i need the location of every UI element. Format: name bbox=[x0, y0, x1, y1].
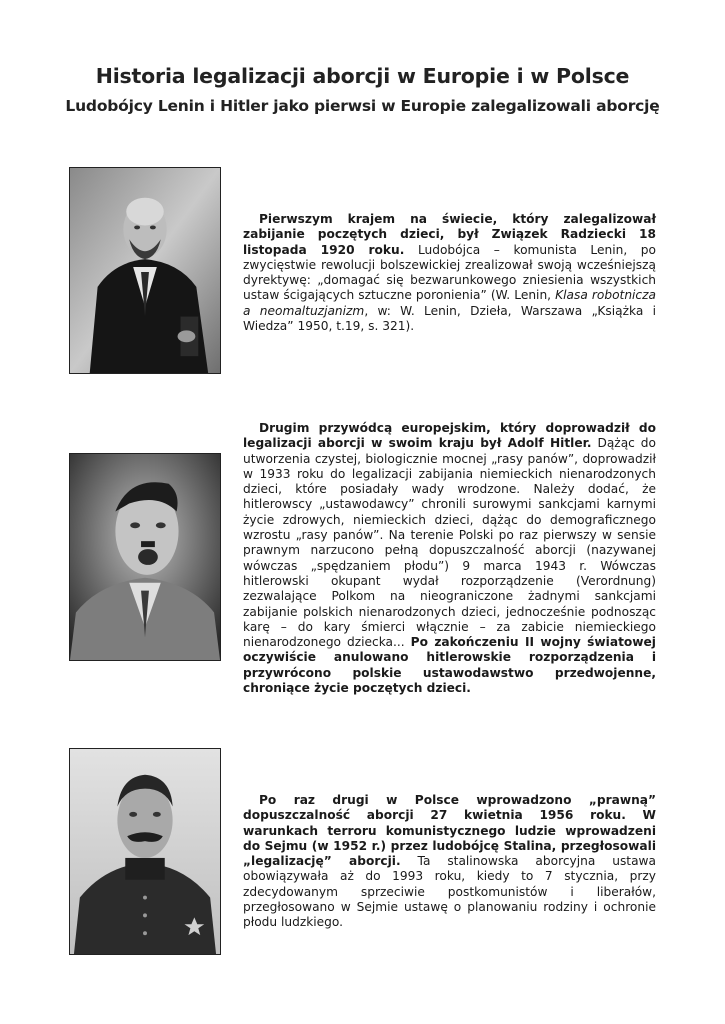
section-1-text bbox=[243, 212, 656, 334]
section-2-body: Dążąc do utworzenia czystej, biologicznie mocnej „rasy panów”, doprowadził w 1933 roku do legalizacji zabijania niemieckich nienarodzonych dzieci, które posiadały wady wrodzone. Należy dodać, że hitlerowscy „ustawodawcy” chronili surowymi sankcjami karnymi życie zdrowych, niemieckich dzieci, dążąc do demograficznego wzrostu „rasy panów”. Na terenie Polski po raz pierwszy w sensie prawnym narzucono pełną dopuszczalność aborcji (nazywanej wówczas „spędzaniem płodu”) 9 marca 1943 r. Wówczas hitlerowski okupant wydał rozporządzenie (Verordnung) zezwalające Polkom na nieograniczone żadnymi sankcjami zabijanie polskich nienarodzonych dzieci, jednocześnie podnosząc karę – do kary śmierci włącznie – za zabicie niemieckiego nienarodzonego dziecka... bbox=[243, 436, 656, 650]
page-subtitle: Ludobójcy Lenin i Hitler jako pierwsi w Europie zalegalizowali aborcję bbox=[65, 97, 660, 115]
section-1-citation: , w: W. Lenin, Dzieła, Warszawa „Książka i Wiedza” 1950, t.19, s. 321). bbox=[243, 303, 657, 334]
section-2-bold: Drugim przywódcą europejskim, który doprowadził do legalizacji aborcji w swoim kraju był Adolf Hitler. bbox=[243, 421, 656, 451]
section-1-body: Ludobójca – komunista Lenin, po zwycięstwie rewolucji bolszewickiej zrealizował swoją wcześniejszą dyrektywę: „domagać się bezwarunkowego zniesienia wszystkich ustaw ścigających sztuczne poronienia” (W. Lenin, bbox=[243, 242, 656, 303]
section-3-text bbox=[243, 793, 656, 931]
section-1-italic: Klasa robotnicza a neomaltuzjanizm bbox=[243, 288, 656, 318]
section-3-body: Ta stalinowska aborcyjna ustawa obowiązywała aż do 1993 roku, kiedy to 7 stycznia, przy zdecydowanym sprzeciwie postkomunistów i liberałów, przegłosowano w Sejmie ustawę o planowaniu rodziny i ochronie płodu ludzkiego. bbox=[243, 854, 656, 930]
section-2-bold-conclusion: Po zakończeniu II wojny światowej oczywiście anulowano hitlerowskie rozporządzenia i przywrócono polskie ustawodawstwo przedwojenne, chroniące życie poczętych dzieci. bbox=[243, 635, 656, 696]
page-title: Historia legalizacji aborcji w Europie i w Polsce bbox=[95, 64, 630, 88]
hitler-photo bbox=[69, 453, 221, 661]
stalin-photo bbox=[69, 748, 221, 955]
section-3-bold: Po raz drugi w Polsce wprowadzono „prawną” dopuszczalność aborcji 27 kwietnia 1956 roku. W warunkach terroru komunistycznego ludzie wprowadzeni do Sejmu (w 1952 r.) przez ludobójcę Stalina, przegłosowali „legalizację” aborcji. bbox=[243, 793, 656, 869]
section-2-text bbox=[243, 421, 656, 696]
lenin-photo bbox=[69, 167, 221, 374]
section-1-bold: Pierwszym krajem na świecie, który zalegalizował zabijanie poczętych dzieci, był Związek Radziecki 18 listopada 1920 roku. bbox=[243, 212, 656, 257]
